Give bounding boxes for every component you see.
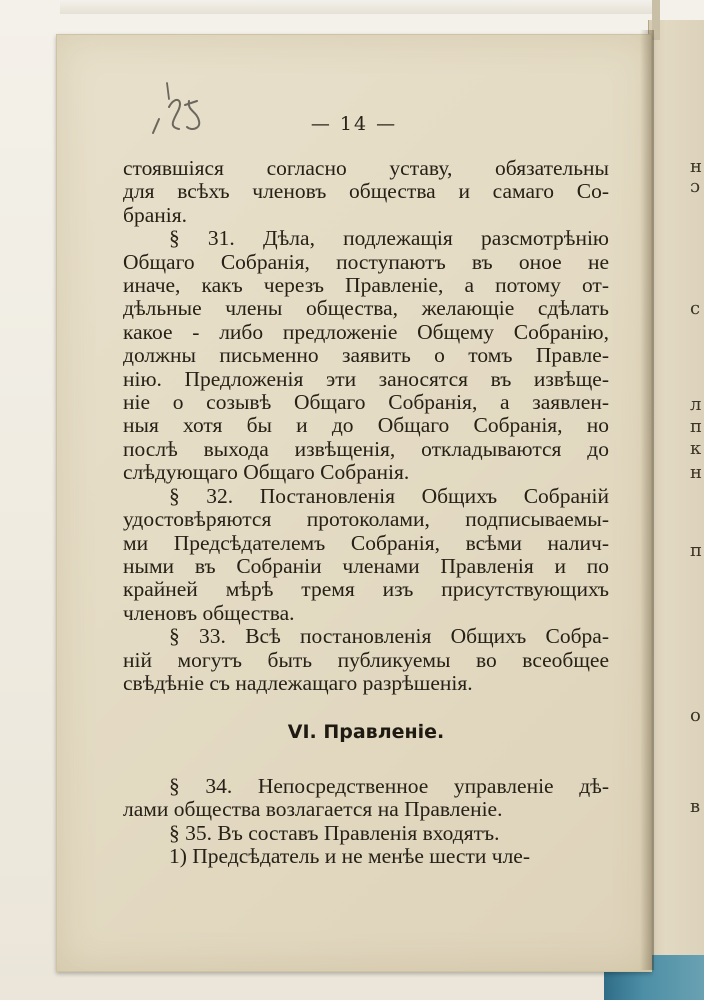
- page-body: [123, 157, 609, 868]
- text-line: ми Предсѣдателемъ Собранія, всѣми налич-: [123, 530, 609, 555]
- text-line: какое - либо предложеніе Общему Собранію,: [123, 319, 609, 344]
- text-line: удостовѣряются протоколами, подписываемы-: [123, 507, 609, 532]
- edge-glyph: л: [690, 394, 702, 415]
- book-page: [56, 34, 652, 972]
- text-line: дѣльные члены общества, желающіе сдѣлать: [123, 296, 609, 321]
- page-number: — 14 —: [310, 113, 398, 135]
- top-strip: [60, 0, 660, 14]
- text-line: ній могутъ быть публикуемы во всеобщее: [123, 647, 609, 672]
- text-line: стоявшіяся согласно уставу, обязательны: [123, 156, 609, 180]
- paragraph-32-start: § 32. Постановленія Общихъ Собраній: [169, 483, 609, 508]
- text-line: иначе, какъ черезъ Правленіе, а потому от-: [123, 273, 609, 298]
- text-line: лами общества возлагается на Правленіе.: [123, 797, 503, 822]
- paragraph-31-start: § 31. Дѣла, подлежащія разсмотрѣнію: [169, 226, 609, 251]
- text-line: ными въ Собраніи членами Правленія и по: [123, 553, 609, 578]
- edge-glyph: н: [690, 156, 702, 177]
- text-line: крайней мѣрѣ тремя изъ присутствующихъ: [123, 577, 609, 602]
- text-line: послѣ выхода извѣщенія, откладываются до: [123, 436, 609, 461]
- handwritten-number-mark: [145, 77, 215, 147]
- text-line: нію. Предложенія эти заносятся въ извѣще-: [123, 366, 609, 391]
- text-line: ніе о созывѣ Общаго Собранія, а заявлен-: [123, 390, 609, 415]
- text-line: для всѣхъ членовъ общества и самаго Со-: [123, 179, 609, 204]
- paragraph-34-start: § 34. Непосредственное управленіе дѣ-: [169, 773, 609, 798]
- text-line: свѣдѣніе съ надлежащаго разрѣшенія.: [123, 670, 473, 695]
- edge-glyph: к: [690, 438, 702, 459]
- section-heading: VI. Правленіе.: [287, 721, 445, 744]
- page-fold-shadow: [640, 30, 654, 970]
- edge-glyph: н: [690, 462, 702, 483]
- text-line: слѣдующаго Общаго Собранія.: [123, 460, 410, 485]
- paragraph-33-start: § 33. Всѣ постановленія Общихъ Собра-: [169, 624, 609, 649]
- text-line: бранія.: [123, 202, 187, 227]
- text-line: Общаго Собранія, поступаютъ въ оное не: [123, 249, 609, 274]
- paragraph-35: § 35. Въ составъ Правленія входятъ.: [169, 820, 500, 845]
- edge-glyph: о: [690, 705, 701, 726]
- edge-glyph: в: [690, 796, 701, 817]
- edge-glyph: с: [690, 298, 701, 319]
- text-line: должны письменно заявить о томъ Правле-: [123, 343, 609, 368]
- edge-glyph: ɔ: [690, 176, 701, 197]
- list-item-1: 1) Предсѣдатель и не менѣе шести чле-: [169, 843, 530, 868]
- edge-glyph: п: [690, 540, 702, 561]
- edge-glyph: п: [690, 416, 702, 437]
- text-line: членовъ общества.: [123, 600, 295, 625]
- text-line: ныя хотя бы и до Общаго Собранія, но: [123, 413, 609, 438]
